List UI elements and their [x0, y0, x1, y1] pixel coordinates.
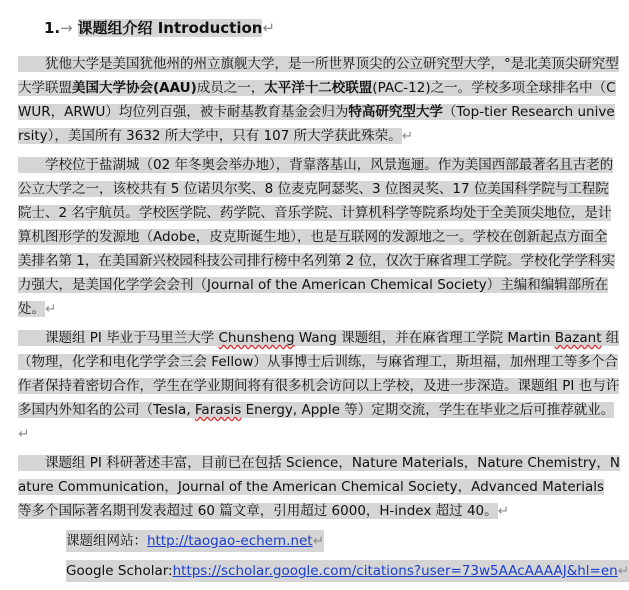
heading-title: 课题组介绍 Introduction: [77, 19, 263, 37]
paragraph-mark: ↵: [497, 503, 509, 519]
indent: [18, 157, 45, 173]
website-line: [66, 530, 324, 552]
text-segment: 课题组 PI 毕业于马里兰大学: [45, 330, 219, 346]
scholar-link[interactable]: https://scholar.google.com/citations?user=73w5AAcAAAAJ&hl=en: [172, 563, 618, 579]
website-link[interactable]: http://taogao-echem.net: [147, 533, 313, 549]
text-segment: Wang 课题组，并在麻省理工学院 Martin: [294, 330, 555, 346]
paragraph-mark: ↵: [312, 533, 324, 549]
indent: [18, 56, 45, 72]
section-heading: [44, 18, 275, 38]
text-segment: Energy, Apple 等）定期交流，学生在毕业之后可推荐就业。: [241, 402, 615, 418]
paragraph-university-intro: [18, 52, 620, 148]
bold-tier: 特高研究型大学: [348, 104, 443, 120]
paragraph-mark: ↵: [45, 301, 57, 317]
text-segment: 犹他大学是美国犹他州的州立旗舰大学，是一所世界顶尖的公立研究型大学，°是北美顶尖研究型大学联盟: [18, 56, 619, 96]
text-segment: 成员之一，: [196, 80, 265, 96]
paragraph-text: 课题组 PI 科研著述丰富，目前已在包括 Science，Nature Materials，Nature Chemistry，Nature Communication，Journal of the American Chemical Society，Advanced Materials 等多个国际著名期刊发表超过 60 篇文章，引用超过 6000，H-index 超过 40。: [18, 455, 621, 519]
paragraph-location: [18, 153, 620, 321]
text-segment: （Top-tier Research university），美国所有 3632 所大学中，只有 107 所大学获此殊荣。: [18, 104, 615, 144]
paragraph-mark: ↵: [262, 19, 276, 37]
paragraph-pi-background: [18, 326, 620, 446]
paragraph-mark: ↵: [401, 128, 413, 144]
bold-pac12: 太平洋十二校联盟: [264, 80, 373, 96]
scholar-label: Google Scholar:: [66, 563, 173, 579]
spellcheck-word: Bazant: [554, 330, 602, 346]
tab-mark: →: [60, 19, 73, 37]
scholar-line: [66, 560, 629, 582]
paragraph-mark: ↵: [18, 426, 30, 442]
heading-number: 1.: [44, 19, 61, 37]
indent: [18, 455, 45, 471]
website-label: 课题组网站：: [66, 533, 147, 549]
paragraph-mark: ↵: [617, 563, 629, 579]
paragraph-text: 学校位于盐湖城（02 年冬奥会举办地），背靠落基山，风景迤逦。作为美国西部最著名且古老的公立大学之一，该校共有 5 位诺贝尔奖、8 位麦克阿瑟奖、3 位图灵奖、17 位美国科学院与工程院院士、2 名宇航员。学校医学院、药学院、音乐学院、计算机科学等院系均处于全美顶尖地位，是计算机图形学的发源地（Adobe，皮克斯诞生地），也是互联网的发源地之一。学校在创新起点方面全美排名第 1，在美国新兴校园科技公司排行榜中名列第 2 位，仅次于麻省理工学院。学校化学学科实力强大，是美国化学学会会刊（Journal of the American Chemical Society）主编和编辑部所在处。: [18, 157, 616, 317]
indent: [18, 330, 45, 346]
text-segment: (PAC-12)之一。学校多项全球排名中（CWUR，ARWU）均位列百强，被卡耐基教育基金会归为: [18, 80, 616, 120]
paragraph-publications: [18, 451, 620, 523]
spellcheck-word: Farasis: [194, 402, 242, 418]
spellcheck-word: Chunsheng: [218, 330, 295, 346]
text-segment: 组（物理，化学和电化学学会三会 Fellow）从事博士后训练，与麻省理工，斯坦福，加州理工等多个合作者保持着密切合作，学生在学业期间将有很多机会访问以上学校，及进一步深造。课题组 PI 也与许多国内外知名的公司（Tesla,: [18, 330, 620, 418]
bold-aau: 美国大学协会(AAU): [72, 80, 197, 96]
